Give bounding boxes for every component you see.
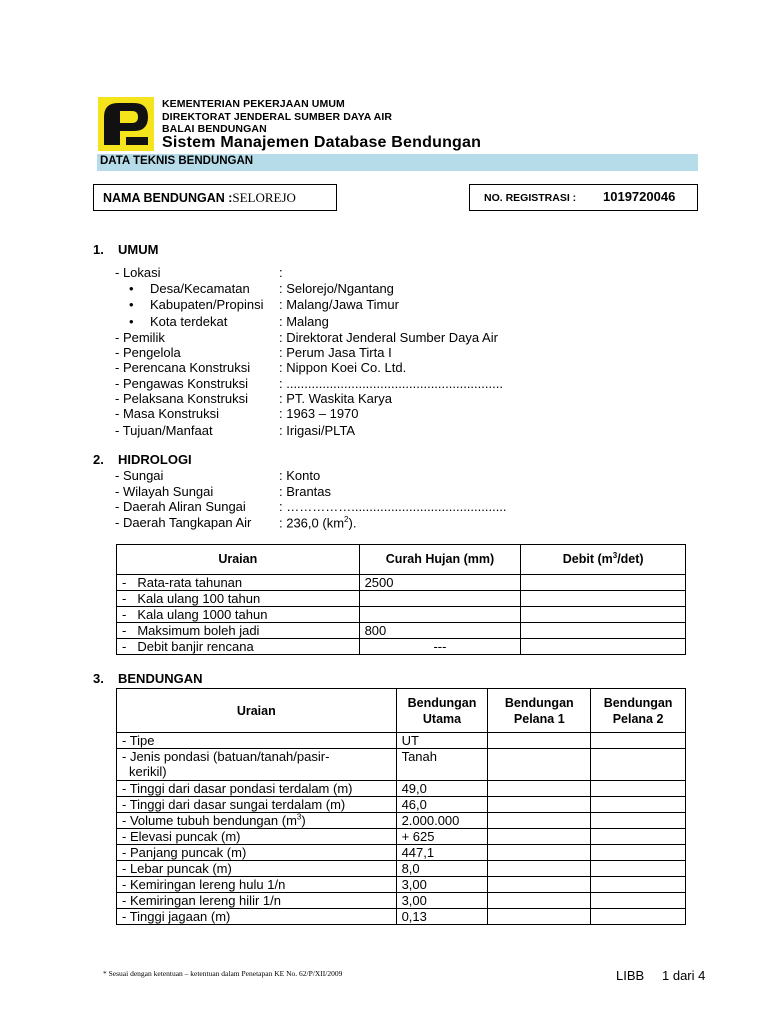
info-label: - Masa Konstruksi [115,406,220,421]
info-row [115,265,615,281]
row-debit [521,623,686,639]
info-value: : Brantas [279,484,332,499]
row-utama: + 625 [396,829,488,845]
info-label: - Pengelola [115,345,181,360]
info-value: : Direktorat Jenderal Sumber Daya Air [279,330,498,345]
dam-name-label: NAMA BENDUNGAN : [103,191,233,205]
info-label: - Wilayah Sungai [115,484,214,499]
col-p1-line1: Bendungan [504,695,574,710]
row-utama: UT [396,733,488,749]
row-debit [521,607,686,623]
row-label [117,623,360,639]
section-number: 2. [93,452,104,467]
info-row [115,515,615,531]
row-label-text: Kala ulang 100 tahun [137,591,261,606]
section-title: BENDUNGAN [118,671,203,686]
table-row [117,781,686,797]
info-value: : Malang/Jawa Timur [279,297,399,312]
table-header-row [117,545,686,575]
row-pelana-2 [591,813,686,829]
table-row [117,733,686,749]
dam-name-value: SELOREJO [232,190,296,205]
table-row [117,909,686,925]
col-debit-tail: /det) [617,552,644,566]
dam-name-box [93,184,337,211]
row-label: - Tinggi dari dasar pondasi terdalam (m) [117,781,397,797]
dam-table [116,688,686,925]
info-value: : Nippon Koei Co. Ltd. [279,360,407,375]
col-p2-line1: Bendungan [603,695,673,710]
info-value: : ……………........................................... [279,499,507,514]
row-label-sup: 3 [296,812,302,822]
row-curah: 2500 [359,575,521,591]
info-row [115,468,615,484]
row-label [117,749,397,781]
row-pelana-1 [488,829,591,845]
info-value: : Malang [279,314,329,329]
col-p2-line2: Pelana 2 [612,711,664,726]
col-p1-line2: Pelana 1 [513,711,565,726]
office-name: BALAI BENDUNGAN [162,123,267,135]
row-curah [359,607,521,623]
info-row [115,345,615,361]
col-curah-hujan: Curah Hujan (mm) [359,545,521,575]
info-row [115,423,615,439]
row-label [117,575,360,591]
info-value: : [279,265,283,280]
col-uraian: Uraian [117,689,397,733]
table-row [117,639,686,655]
registration-value: 1019720046 [603,189,676,204]
row-label [117,607,360,623]
row-label-end: ) [301,813,306,828]
area-unit-sup: 2 [344,515,349,524]
section-1-heading [93,242,293,258]
row-label [117,591,360,607]
area-value: : 236,0 (km [279,515,345,531]
table-row [117,845,686,861]
table-row [117,575,686,591]
info-row [115,297,615,313]
logo-u-shape [126,137,148,145]
section-band [97,154,698,171]
row-label [117,639,360,655]
row-pelana-1 [488,797,591,813]
info-label: - Perencana Konstruksi [115,360,251,375]
row-label: - Lebar puncak (m) [117,861,397,877]
row-utama: 2.000.000 [396,813,488,829]
col-uraian: Uraian [117,545,360,575]
row-label: - Kemiringan lereng hilir 1/n [117,893,397,909]
section-number: 1. [93,242,104,257]
info-label: - Daerah Tangkapan Air [115,515,252,530]
info-row [115,499,615,515]
info-value: : Konto [279,468,321,483]
info-label: Kabupaten/Propinsi [150,297,264,312]
dam-name-label-group [103,190,296,206]
info-label: - Daerah Aliran Sungai [115,499,246,514]
info-row [115,281,615,297]
row-dash: - [122,623,127,638]
col-bendungan-pelana-2 [591,689,686,733]
row-label-line1: - Jenis pondasi (batuan/tanah/pasir- [122,749,330,764]
table-header-row [117,689,686,733]
col-debit-text: Debit (m [562,552,613,566]
col-debit [521,545,686,575]
row-pelana-1 [488,845,591,861]
info-row [115,314,615,330]
system-title: Sistem Manajemen Database Bendungan [162,134,482,151]
info-value [279,515,356,530]
info-label: - Lokasi [115,265,161,280]
info-value: : Selorejo/Ngantang [279,281,394,296]
row-dash: - [122,607,127,622]
info-label: - Pemilik [115,330,165,345]
row-curah: 800 [359,623,521,639]
row-label-text: Rata-rata tahunan [137,575,243,590]
page-number: 1 dari 4 [662,968,706,983]
row-label-text: - Volume tubuh bendungan (m [122,813,297,828]
row-pelana-2 [591,845,686,861]
section-title: UMUM [118,242,159,257]
table-row [117,797,686,813]
directorate-name: DIREKTORAT JENDERAL SUMBER DAYA AIR [162,110,393,123]
row-pelana-2 [591,797,686,813]
table-row [117,607,686,623]
info-label: Kota terdekat [150,314,228,329]
row-debit [521,639,686,655]
ministry-header [162,98,392,136]
row-pelana-2 [591,893,686,909]
col-bendungan-pelana-1 [488,689,591,733]
row-dash: - [122,639,127,654]
row-label: - Tinggi dari dasar sungai terdalam (m) [117,797,397,813]
info-row [115,484,615,500]
row-pelana-2 [591,877,686,893]
table-row [117,623,686,639]
info-label: - Pengawas Konstruksi [115,376,248,391]
row-pelana-1 [488,749,591,781]
row-debit [521,591,686,607]
bullet: • [129,281,134,296]
row-label: - Tinggi jagaan (m) [117,909,397,925]
row-pelana-2 [591,733,686,749]
section-title: HIDROLOGI [118,452,192,467]
col-utama-line2: Utama [422,711,462,726]
row-label-line2: kerikil) [129,764,167,779]
ministry-name: KEMENTERIAN PEKERJAAN UMUM [162,98,345,110]
document-code: LIBB [616,968,645,983]
table-row [117,877,686,893]
row-pelana-2 [591,781,686,797]
row-label: - Elevasi puncak (m) [117,829,397,845]
registration-label: NO. REGISTRASI : [484,192,577,204]
col-utama-line1: Bendungan [407,695,477,710]
info-row [115,376,615,392]
info-value: : ............................................................ [279,376,503,391]
hydrology-table [116,544,686,655]
info-row [115,391,615,407]
row-pelana-2 [591,829,686,845]
row-curah: --- [359,639,521,655]
info-value: : 1963 – 1970 [279,406,359,421]
row-pelana-1 [488,909,591,925]
pu-logo [98,97,154,151]
row-utama: 3,00 [396,877,488,893]
table-row [117,829,686,845]
info-label: - Pelaksana Konstruksi [115,391,248,406]
col-bendungan-utama [396,689,488,733]
table-row [117,861,686,877]
row-utama: 46,0 [396,797,488,813]
col-debit-sup: 3 [612,550,618,560]
section-2-heading [93,452,293,468]
row-pelana-1 [488,813,591,829]
row-dash: - [122,575,127,590]
row-label: - Kemiringan lereng hulu 1/n [117,877,397,893]
info-row [115,406,615,422]
row-utama: 8,0 [396,861,488,877]
table-row [117,591,686,607]
row-label: - Panjang puncak (m) [117,845,397,861]
area-value-end: ). [348,515,357,531]
row-pelana-2 [591,749,686,781]
info-value: : Irigasi/PLTA [279,423,356,438]
row-pelana-1 [488,861,591,877]
section-3-heading [93,671,293,687]
bullet: • [129,297,134,312]
row-pelana-2 [591,861,686,877]
info-label: Desa/Kecamatan [150,281,250,296]
info-label: - Tujuan/Manfaat [115,423,213,438]
row-pelana-1 [488,893,591,909]
section-number: 3. [93,671,104,686]
row-utama: Tanah [396,749,488,781]
table-row [117,813,686,829]
row-pelana-1 [488,733,591,749]
row-label [117,813,397,829]
row-utama: 0,13 [396,909,488,925]
table-row [117,893,686,909]
row-debit [521,575,686,591]
row-label-text: Kala ulang 1000 tahun [137,607,268,622]
row-label: - Tipe [117,733,397,749]
registration-box [469,184,698,211]
info-value: : Perum Jasa Tirta I [279,345,392,360]
table-row [117,749,686,781]
info-row [115,360,615,376]
row-dash: - [122,591,127,606]
footnote: * Sesuai dengan ketentuan – ketentuan dalam Penetapan KE No. 62/P/XII/2009 [103,969,343,978]
info-label: - Sungai [115,468,164,483]
info-value: : PT. Waskita Karya [279,391,392,406]
row-curah [359,591,521,607]
row-utama: 447,1 [396,845,488,861]
bullet: • [129,314,134,329]
row-label-text: Debit banjir rencana [137,639,254,654]
row-pelana-1 [488,781,591,797]
row-label-text: Maksimum boleh jadi [137,623,260,638]
band-title: DATA TEKNIS BENDUNGAN [100,155,254,167]
row-utama: 49,0 [396,781,488,797]
row-pelana-2 [591,909,686,925]
row-pelana-1 [488,877,591,893]
row-utama: 3,00 [396,893,488,909]
info-row [115,330,615,346]
